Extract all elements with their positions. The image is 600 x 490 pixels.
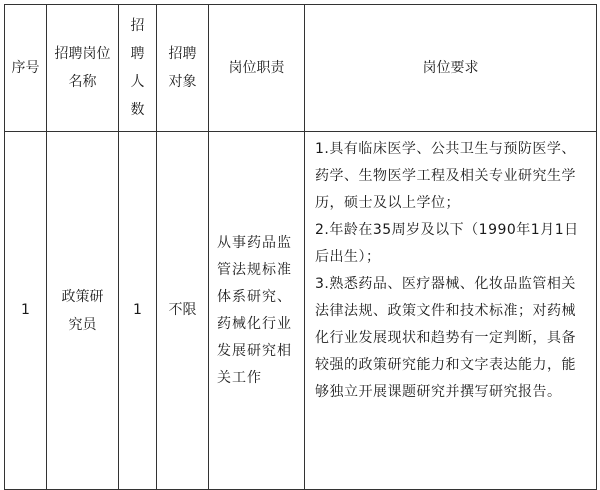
cell-position-text: 政策研究员	[61, 288, 104, 333]
cell-count: 1	[119, 132, 157, 490]
header-target	[157, 5, 209, 132]
requirement-item-1: 1.具有临床医学、公共卫生与预防医学、药学、生物医学工程及相关专业研究生学历，硕士及以上学位；	[315, 141, 576, 211]
cell-seq: 1	[5, 132, 47, 490]
header-requirement-label: 岗位要求	[422, 59, 479, 76]
header-seq-label: 序号	[11, 60, 40, 76]
header-position	[47, 5, 119, 132]
requirement-item-2: 2.年龄在35周岁及以下（1990年1月1日后出生）；	[315, 222, 579, 265]
cell-target: 不限	[157, 132, 209, 490]
header-target-label: 招聘对象	[168, 46, 197, 90]
recruitment-table	[4, 4, 597, 490]
header-requirement	[305, 5, 597, 132]
header-duty-label: 岗位职责	[228, 59, 285, 76]
cell-duty: 从事药品监管法规标准体系研究、药械化行业发展研究相关工作	[209, 132, 305, 490]
header-count-label: 招聘人数	[130, 18, 145, 118]
cell-requirements	[305, 132, 597, 490]
table-header-row	[5, 5, 597, 132]
header-seq	[5, 5, 47, 132]
requirement-item-3: 3.熟悉药品、医疗器械、化妆品监管相关法律法规、政策文件和技术标准；对药械化行业发展现状和趋势有一定判断，具备较强的政策研究能力和文字表达能力，能够独立开展课题研究并撰写研究报告。	[315, 276, 576, 400]
header-position-label: 招聘岗位名称	[54, 46, 111, 90]
header-duty	[209, 5, 305, 132]
cell-position	[47, 132, 119, 490]
table-row	[5, 132, 597, 490]
header-count	[119, 5, 157, 132]
